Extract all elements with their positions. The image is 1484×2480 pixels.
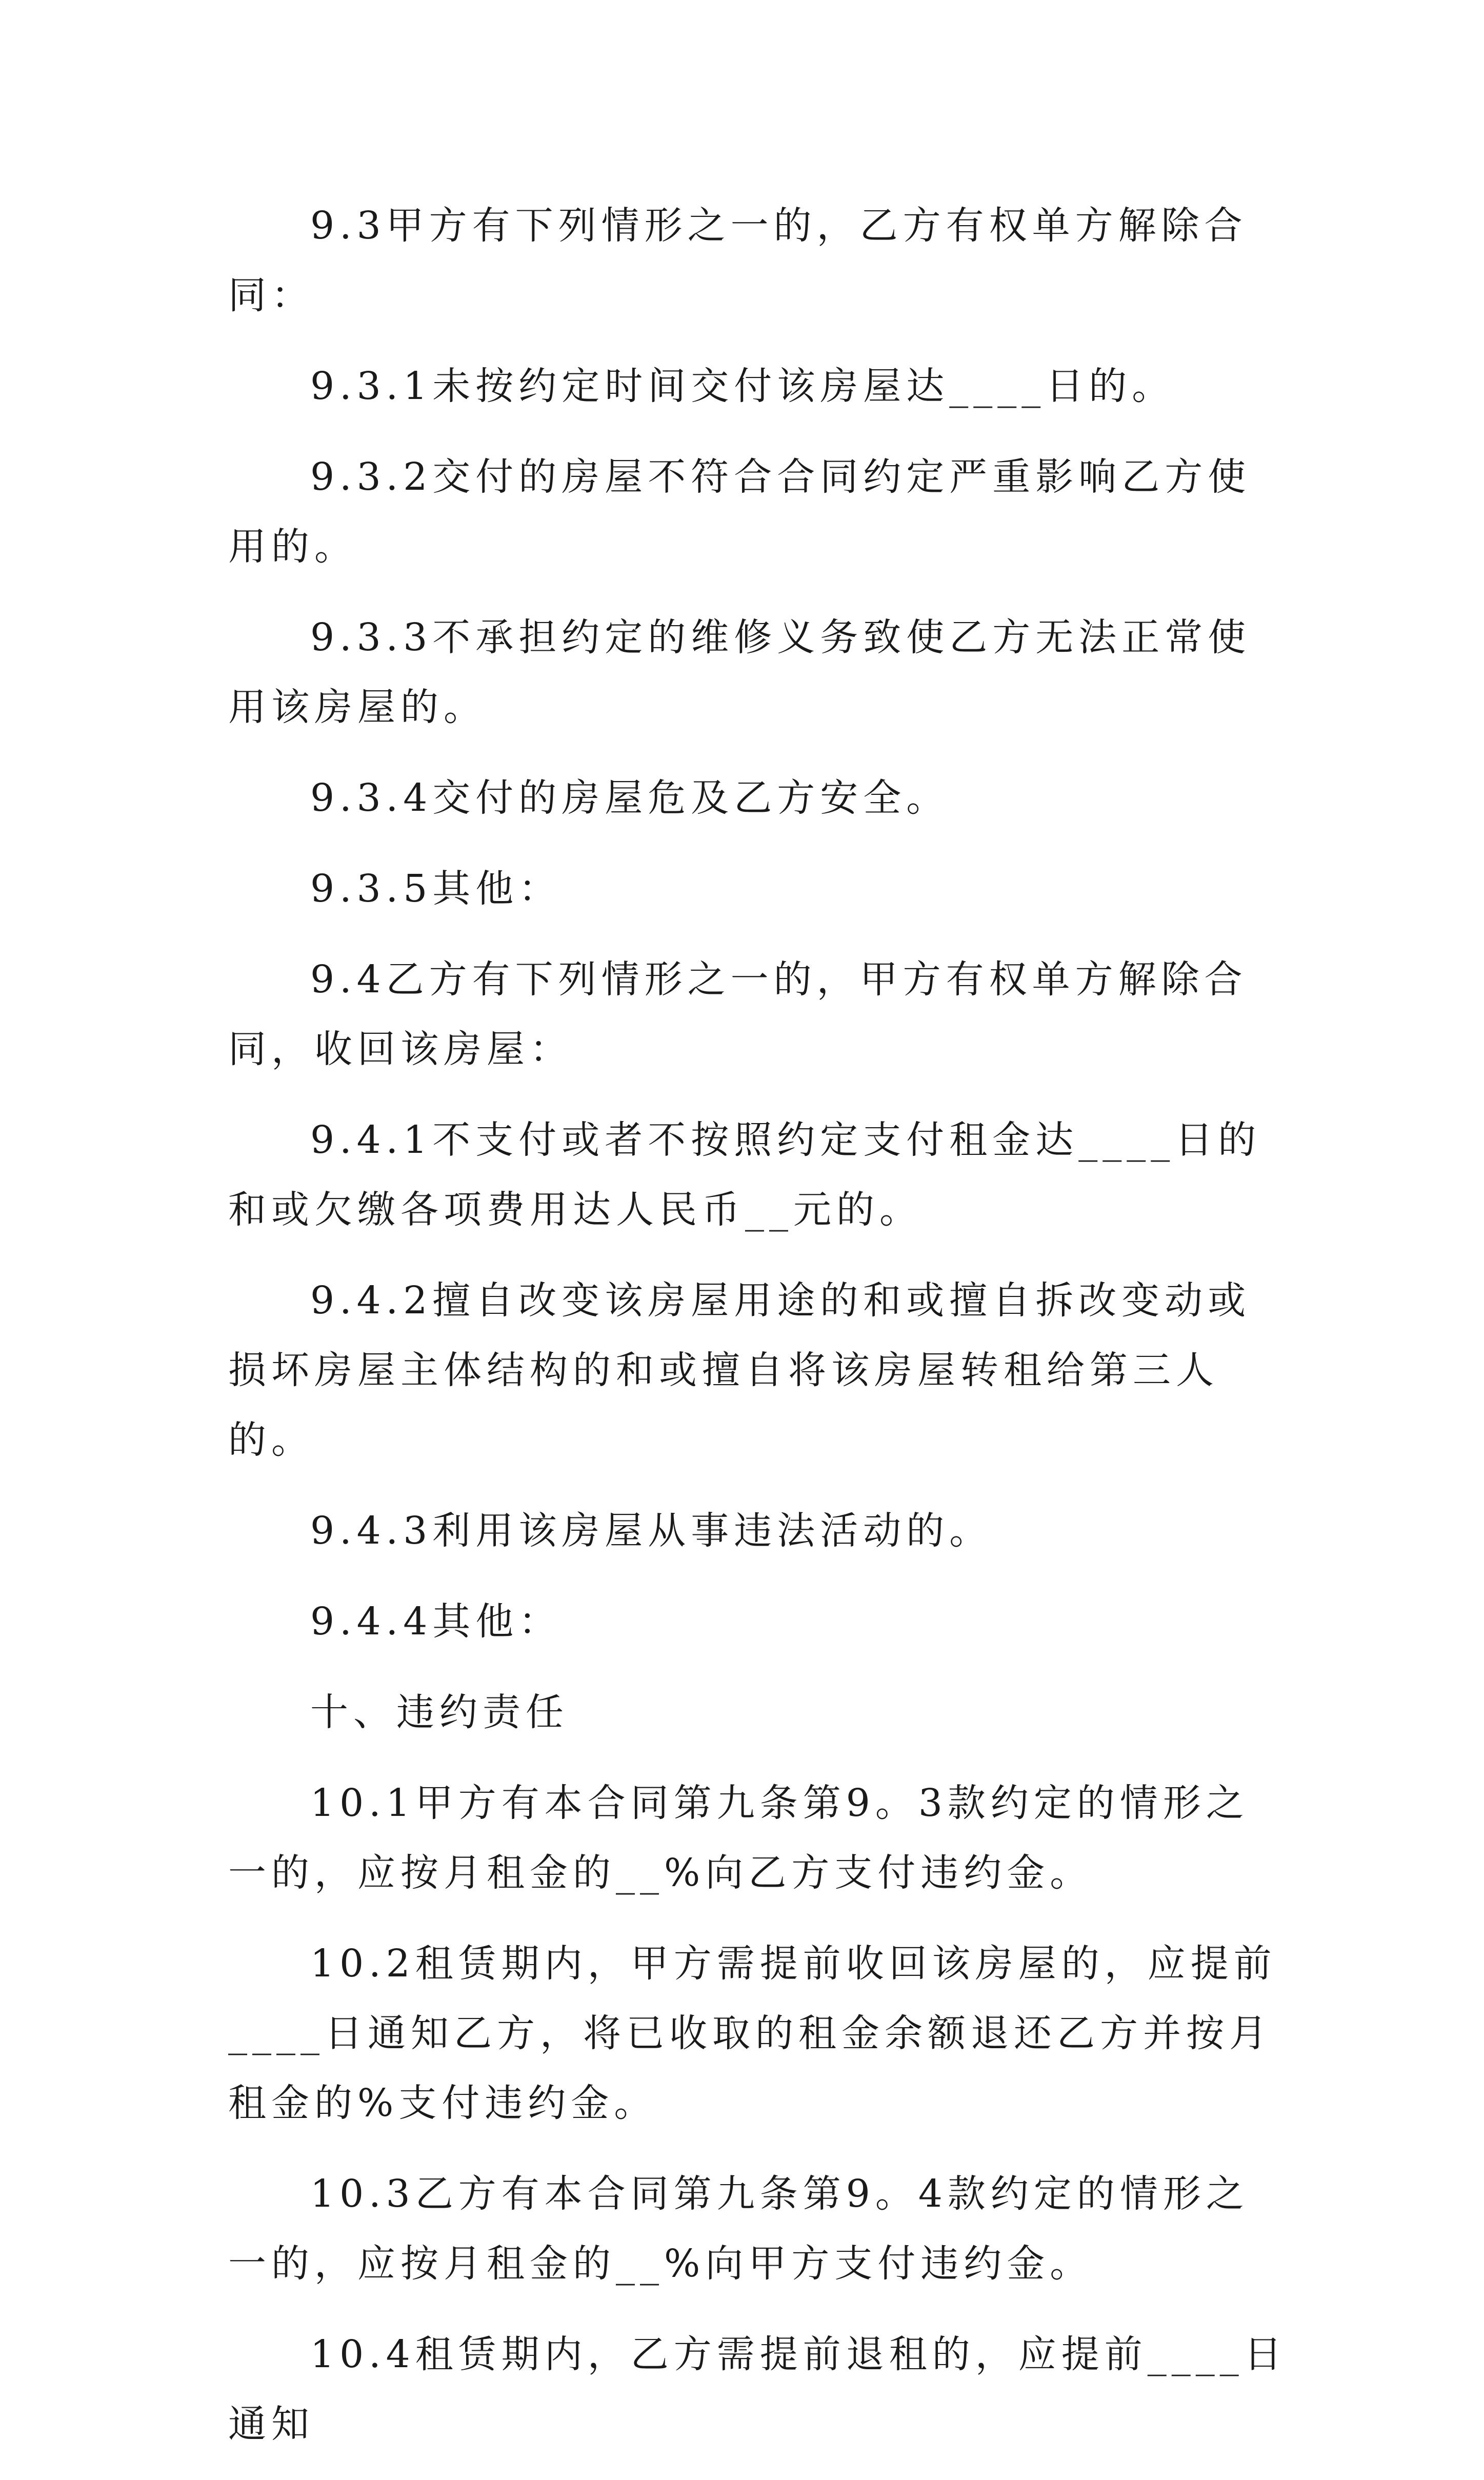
clause-9-4-2: 9.4.2擅自改变该房屋用途的和或擅自拆改变动或损坏房屋主体结构的和或擅自将该房屋转租给第三人的。 [228,1278,1251,1462]
clause-9-3-5: 9.3.5其他： [310,867,562,911]
clause-9-4-4: 9.4.4其他： [310,1599,562,1644]
clause-9-3-2: 9.3.2交付的房屋不符合合同约定严重影响乙方使用的。 [228,455,1251,569]
clause-10-1: 10.1甲方有本合同第九条第9。3款约定的情形之一的，应按月租金的__%向乙方支付违约金。 [228,1781,1249,1895]
clause-9-3-4: 9.3.4交付的房屋危及乙方安全。 [310,776,950,820]
clause-10-3: 10.3乙方有本合同第九条第9。4款约定的情形之一的，应按月租金的__%向甲方支付违约金。 [228,2172,1249,2286]
section-heading-10: 十、违约责任 [310,1690,569,1734]
clause-10-2: 10.2租赁期内，甲方需提前收回该房屋的，应提前____日通知乙方，将已收取的租金余额退还乙方并按月租金的%支付违约金。 [228,1942,1277,2125]
clause-10-4: 10.4租赁期内，乙方需提前退租的，应提前____日通知 [228,2332,1287,2446]
clause-9-4: 9.4乙方有下列情形之一的，甲方有权单方解除合同，收回该房屋： [228,957,1248,1071]
clause-9-4-3: 9.4.3利用该房屋从事违法活动的。 [310,1509,993,1553]
clause-9-3: 9.3甲方有下列情形之一的，乙方有权单方解除合同： [228,204,1248,317]
clause-9-3-3: 9.3.3不承担约定的维修义务致使乙方无法正常使用该房屋的。 [228,615,1251,729]
clause-9-4-1: 9.4.1不支付或者不按照约定支付租金达____日的和或欠缴各项费用达人民币__元的。 [228,1118,1261,1232]
contract-body [228,191,1290,2480]
clause-9-3-1: 9.3.1未按约定时间交付该房屋达____日的。 [310,364,1175,408]
